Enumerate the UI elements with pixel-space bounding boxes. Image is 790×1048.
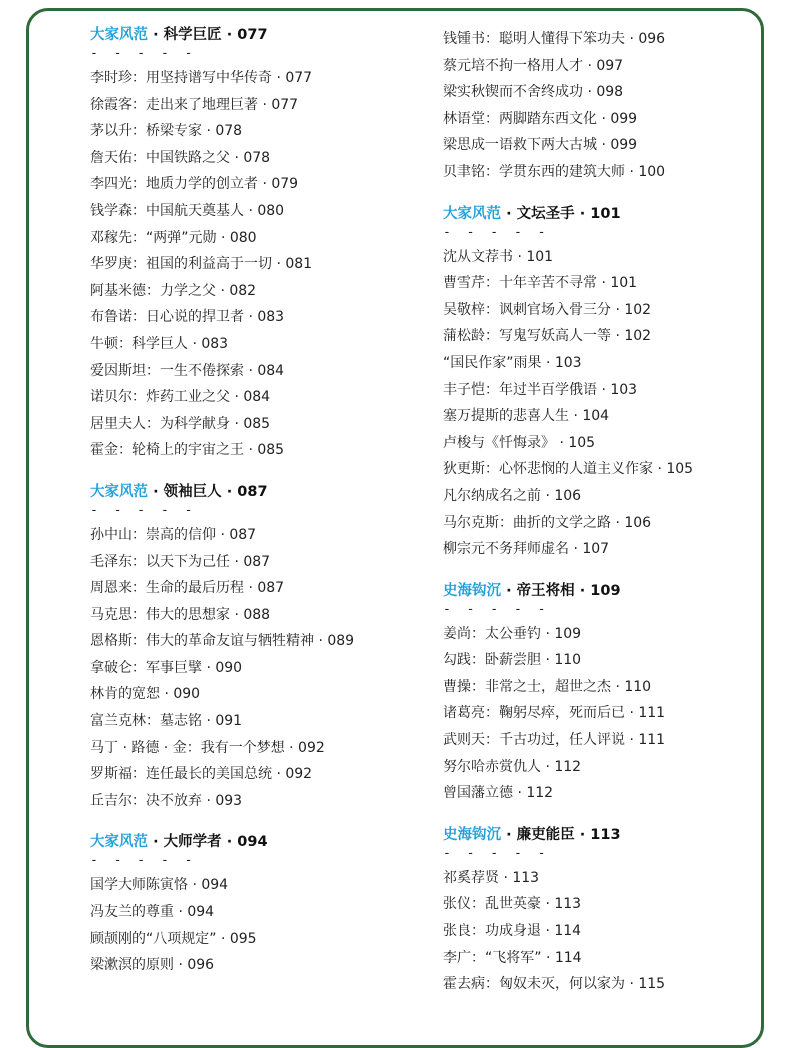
toc-entry[interactable]: 马丁 · 路德 · 金：我有一个梦想 · 092 xyxy=(90,739,325,756)
toc-entry[interactable]: 曹雪芹：十年辛苦不寻常 · 101 xyxy=(443,275,638,292)
toc-entry[interactable]: 丰子恺：年过半百学俄语 · 103 xyxy=(443,381,638,398)
toc-entry[interactable]: 诺贝尔：炸药工业之父 · 084 xyxy=(90,389,271,406)
toc-entry[interactable]: 蒲松龄：写鬼写妖高人一等 · 102 xyxy=(443,328,652,345)
section-brand: 大家风范 xyxy=(443,205,501,222)
section-title: 廉吏能臣 xyxy=(516,826,575,843)
toc-section-science xyxy=(90,23,430,464)
toc-entry[interactable]: 贝聿铭：学贯东西的建筑大师 · 100 xyxy=(443,163,666,180)
toc-section-scholars xyxy=(90,830,430,978)
toc-entry[interactable]: 霍去病：匈奴未灭，何以家为 · 115 xyxy=(443,976,666,993)
section-dashes: - - - - - xyxy=(90,853,197,869)
toc-entry[interactable]: 张仪：乱世英豪 · 113 xyxy=(443,896,582,913)
section-brand: 大家风范 xyxy=(90,27,148,43)
toc-entry[interactable]: 梁漱溟的原则 · 096 xyxy=(90,957,215,974)
section-page: · 109 xyxy=(579,582,621,599)
section-brand: 大家风范 xyxy=(90,834,148,851)
toc-entry[interactable]: 牛顿：科学巨人 · 083 xyxy=(90,335,229,352)
section-dashes: - - - - - xyxy=(443,224,550,240)
toc-entry[interactable]: 徐霞客：走出来了地理巨著 · 077 xyxy=(90,96,299,113)
section-heading xyxy=(90,480,430,504)
toc-entry[interactable]: 勾践：卧薪尝胆 · 110 xyxy=(443,652,582,669)
section-dashes: - - - - - xyxy=(443,601,550,617)
section-page: · 113 xyxy=(579,826,621,843)
toc-entry[interactable]: 武则天：千古功过，任人评说 · 111 xyxy=(443,732,666,749)
section-dot: · xyxy=(506,205,512,222)
toc-entry[interactable]: 毛泽东：以天下为己任 · 087 xyxy=(90,553,271,570)
toc-entry[interactable]: 拿破仑：军事巨擘 · 090 xyxy=(90,659,243,676)
toc-entry[interactable]: “国民作家”雨果 · 103 xyxy=(443,354,582,371)
section-heading xyxy=(443,579,773,603)
toc-entry[interactable]: 李时珍：用坚持谱写中华传奇 · 077 xyxy=(90,70,313,86)
toc-entry[interactable]: 柳宗元不务拜师虚名 · 107 xyxy=(443,541,610,558)
toc-entry[interactable]: 卢梭与《忏悔录》 · 105 xyxy=(443,434,596,451)
toc-entry[interactable]: 狄更斯：心怀悲悯的人道主义作家 · 105 xyxy=(443,461,694,478)
section-page: · 087 xyxy=(226,483,268,500)
toc-entry[interactable]: 罗斯福：连任最长的美国总统 · 092 xyxy=(90,766,313,783)
toc-section-emperors xyxy=(443,579,773,807)
toc-entry[interactable]: 钱学森：中国航天奠基人 · 080 xyxy=(90,202,285,219)
toc-entry[interactable]: 林肯的宽恕 · 090 xyxy=(90,686,201,703)
toc-entry[interactable]: 顾颉刚的“八项规定” · 095 xyxy=(90,930,257,947)
section-page: · 094 xyxy=(226,834,268,851)
section-dot: · xyxy=(506,826,512,843)
section-dashes: - - - - - xyxy=(443,845,550,861)
toc-entry[interactable]: 钱锺书：聪明人懂得下笨功夫 · 096 xyxy=(443,31,666,47)
toc-entry[interactable]: 恩格斯：伟大的革命友谊与牺牲精神 · 089 xyxy=(90,633,355,650)
toc-entry[interactable]: 李四光：地质力学的创立者 · 079 xyxy=(90,176,299,193)
toc-entry[interactable]: 凡尔纳成名之前 · 106 xyxy=(443,487,582,504)
toc-right-column xyxy=(443,26,773,998)
toc-entry[interactable]: 诸葛亮：鞠躬尽瘁，死而后已 · 111 xyxy=(443,705,666,722)
toc-entry[interactable]: 国学大师陈寅恪 · 094 xyxy=(90,877,229,894)
section-page: · 077 xyxy=(226,27,268,43)
toc-entry[interactable]: 姜尚：太公垂钓 · 109 xyxy=(443,625,582,642)
toc-entry[interactable]: 吴敬梓：讽刺官场入骨三分 · 102 xyxy=(443,301,652,318)
section-title: 大师学者 xyxy=(163,834,222,851)
toc-entry[interactable]: 梁实秋锲而不舍终成功 · 098 xyxy=(443,84,624,101)
toc-entry[interactable]: 曾国藩立德 · 112 xyxy=(443,785,554,802)
toc-entry[interactable]: 冯友兰的尊重 · 094 xyxy=(90,904,215,921)
toc-entry[interactable]: 蔡元培不拘一格用人才 · 097 xyxy=(443,57,624,74)
section-title: 科学巨匠 xyxy=(163,27,222,43)
toc-entry[interactable]: 祁奚荐贤 · 113 xyxy=(443,869,540,886)
toc-entry[interactable]: 华罗庚：祖国的利益高于一切 · 081 xyxy=(90,256,313,273)
toc-entry[interactable]: 布鲁诺：日心说的捍卫者 · 083 xyxy=(90,309,285,326)
toc-entry[interactable]: 马尔克斯：曲折的文学之路 · 106 xyxy=(443,514,652,531)
section-dot: · xyxy=(153,27,159,43)
section-dot: · xyxy=(153,483,159,500)
toc-entry[interactable]: 富兰克林：墓志铭 · 091 xyxy=(90,713,243,730)
section-dot: · xyxy=(506,582,512,599)
section-page: · 101 xyxy=(579,205,621,222)
toc-entry[interactable]: 塞万提斯的悲喜人生 · 104 xyxy=(443,408,610,425)
toc-entry[interactable]: 李广：“飞将军” · 114 xyxy=(443,949,582,966)
toc-entry[interactable]: 张良：功成身退 · 114 xyxy=(443,923,582,940)
section-dashes: - - - - - xyxy=(90,502,197,518)
toc-entry[interactable]: 阿基米德：力学之父 · 082 xyxy=(90,282,257,299)
toc-section-literature xyxy=(443,202,773,563)
section-heading xyxy=(443,202,773,226)
toc-section-officials xyxy=(443,823,773,998)
section-dot: · xyxy=(153,834,159,851)
toc-entry[interactable]: 周恩来：生命的最后历程 · 087 xyxy=(90,580,285,597)
toc-entry[interactable]: 霍金：轮椅上的宇宙之王 · 085 xyxy=(90,442,285,459)
toc-entry[interactable]: 林语堂：两脚踏东西文化 · 099 xyxy=(443,110,638,127)
toc-entry[interactable]: 马克思：伟大的思想家 · 088 xyxy=(90,606,271,623)
section-brand: 大家风范 xyxy=(90,483,148,500)
toc-entry[interactable]: 居里夫人：为科学献身 · 085 xyxy=(90,415,271,432)
toc-entry[interactable]: 爱因斯坦：一生不倦探索 · 084 xyxy=(90,362,285,379)
section-dashes: - - - - - xyxy=(90,46,197,61)
section-heading xyxy=(90,23,430,47)
section-title: 领袖巨人 xyxy=(163,483,222,500)
toc-entry[interactable]: 茅以升：桥梁专家 · 078 xyxy=(90,123,243,140)
toc-entry[interactable]: 努尔哈赤赏仇人 · 112 xyxy=(443,758,582,775)
toc-entry[interactable]: 詹天佑：中国铁路之父 · 078 xyxy=(90,149,271,166)
section-heading xyxy=(443,823,773,847)
toc-continued-entries xyxy=(443,26,773,186)
section-title: 文坛圣手 xyxy=(516,205,575,222)
toc-entry[interactable]: 曹操：非常之士，超世之杰 · 110 xyxy=(443,678,652,695)
toc-left-column xyxy=(90,23,430,979)
section-title: 帝王将相 xyxy=(516,582,575,599)
section-brand: 史海钩沉 xyxy=(443,826,501,843)
section-heading xyxy=(90,830,430,854)
toc-entry[interactable]: 沈从文荐书 · 101 xyxy=(443,248,554,265)
toc-entry[interactable]: 丘吉尔：决不放弃 · 093 xyxy=(90,792,243,809)
toc-entry[interactable]: 孙中山：崇高的信仰 · 087 xyxy=(90,526,257,543)
toc-section-leaders xyxy=(90,480,430,815)
toc-entry[interactable]: 梁思成一语救下两大古城 · 099 xyxy=(443,137,638,154)
toc-entry[interactable]: 邓稼先：“两弹”元勋 · 080 xyxy=(90,229,257,246)
section-brand: 史海钩沉 xyxy=(443,582,501,599)
